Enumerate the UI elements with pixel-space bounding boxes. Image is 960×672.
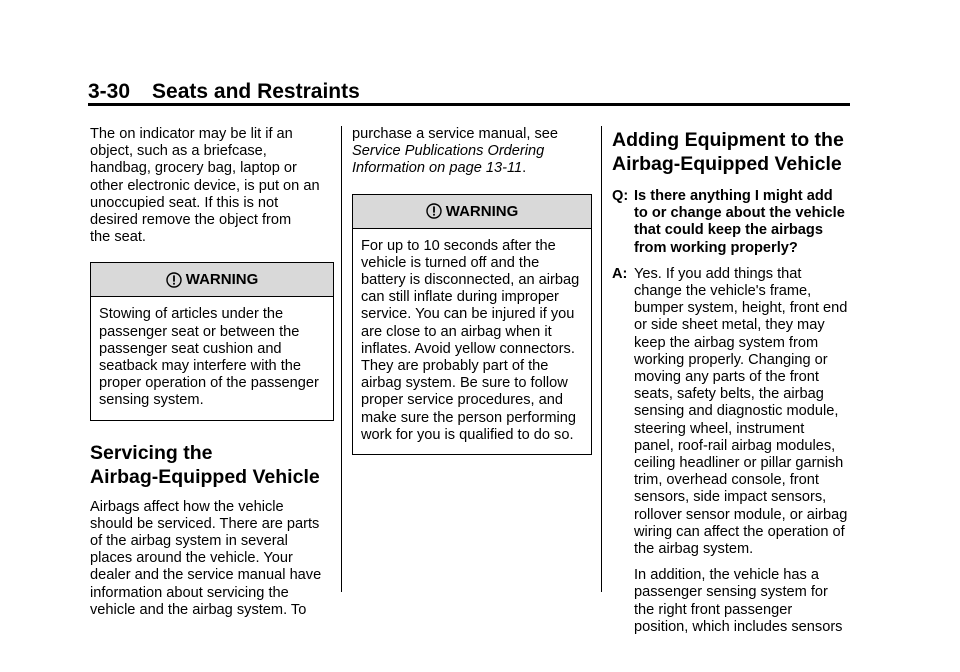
answer-text — [634, 266, 856, 636]
text-line: passenger seat or between the — [99, 323, 300, 340]
text-line: should be serviced. There are parts — [90, 515, 320, 532]
header-rule — [88, 103, 850, 106]
section-title — [90, 441, 334, 489]
text-line: proper operation of the passenger — [99, 375, 319, 392]
text-line: bumper system, height, front end — [634, 300, 848, 317]
text-line: keep the airbag system from — [634, 334, 819, 351]
text-line: wiring can affect the operation of — [634, 523, 845, 540]
text-line: Stowing of articles under the — [99, 306, 284, 323]
column-2 — [352, 126, 592, 455]
text-line: information about servicing the — [90, 584, 289, 601]
text-line: proper service procedures, and — [361, 392, 563, 409]
section-title — [612, 128, 856, 176]
text-line: trim, overhead console, front — [634, 472, 819, 489]
page-number: 3-30 — [88, 80, 131, 103]
spacer — [612, 257, 856, 266]
warning-body — [353, 229, 591, 454]
text-line: Airbags affect how the vehicle — [90, 498, 284, 515]
text-line: They are probably part of the — [361, 358, 549, 375]
text-line: desired remove the object from — [90, 212, 292, 229]
column-1 — [90, 126, 334, 619]
text-line: service. You can be injured if you — [361, 306, 575, 323]
warning-header — [353, 195, 591, 229]
text-line: places around the vehicle. Your — [90, 550, 293, 567]
text-line: passenger seat cushion and — [99, 340, 282, 357]
answer-label: A: — [612, 265, 628, 282]
text-line: Yes. If you add things that — [634, 265, 802, 282]
text-line: For up to 10 seconds after the — [361, 237, 556, 254]
text-line: moving any parts of the front — [634, 369, 819, 386]
body-paragraph — [90, 499, 334, 619]
text-line: sensors, side impact sensors, — [634, 489, 827, 506]
title-line: Airbag-Equipped Vehicle — [90, 465, 320, 488]
column-3 — [612, 126, 856, 636]
text-line: vehicle and the airbag system. To — [90, 601, 307, 618]
text-line: handbag, grocery bag, laptop or — [90, 160, 297, 177]
reference-link[interactable]: Information on page 13-11 — [352, 160, 523, 177]
text-line: to or change about the vehicle — [634, 205, 845, 222]
question-label: Q: — [612, 188, 629, 204]
page-header — [88, 80, 360, 104]
text-line: . — [522, 160, 527, 177]
warning-header — [91, 263, 333, 297]
question — [612, 188, 856, 257]
text-line: are close to an airbag when it — [361, 323, 552, 340]
title-line: Airbag-Equipped Vehicle — [612, 153, 842, 175]
question-text — [634, 188, 856, 257]
text-line: make sure the person performing — [361, 409, 576, 426]
text-line: the right front passenger — [634, 601, 793, 618]
text-line: or side sheet metal, they may — [634, 317, 825, 334]
text-line: inflates. Avoid yellow connectors. — [361, 340, 575, 357]
title-line: Adding Equipment to the — [612, 129, 844, 151]
warning-body — [91, 297, 333, 419]
text-line: In addition, the vehicle has a — [634, 567, 819, 584]
warning-box — [352, 194, 592, 455]
text-line: that could keep the airbags — [634, 222, 823, 239]
continued-paragraph — [352, 126, 592, 178]
spacer — [634, 558, 856, 567]
text-line: ceiling headliner or pillar garnish — [634, 455, 844, 472]
text-line: can still inflate during improper — [361, 289, 559, 306]
intro-paragraph — [90, 126, 334, 246]
text-line: battery is disconnected, an airbag — [361, 272, 580, 289]
warning-title: WARNING — [185, 271, 259, 289]
title-line: Servicing the — [90, 441, 213, 464]
text-line: sensing system. — [99, 392, 204, 409]
column-divider — [341, 126, 342, 592]
text-line: vehicle is turned off and the — [361, 254, 540, 271]
text-line: seats, safety belts, the airbag — [634, 386, 824, 403]
answer — [612, 266, 856, 636]
text-line: sensing and diagnostic module, — [634, 403, 839, 420]
text-line: rollover sensor module, or airbag — [634, 506, 848, 523]
text-line: the airbag system. — [634, 541, 754, 558]
text-line: change the vehicle's frame, — [634, 283, 812, 300]
text-line: airbag system. Be sure to follow — [361, 375, 568, 392]
text-line: the seat. — [90, 229, 146, 246]
section-name: Seats and Restraints — [152, 80, 360, 103]
text-line: of the airbag system in several — [90, 533, 288, 550]
text-line: from working properly? — [634, 239, 798, 256]
text-line: seatback may interfere with the — [99, 358, 301, 375]
text-line: Is there anything I might add — [634, 188, 833, 204]
text-line: work for you is qualified to do so. — [361, 426, 574, 443]
warning-icon — [426, 203, 442, 219]
text-line: panel, roof-rail airbag modules, — [634, 437, 836, 454]
column-divider — [601, 126, 602, 592]
text-line: position, which includes sensors — [634, 618, 843, 635]
text-line: The on indicator may be lit if an — [90, 126, 293, 142]
text-line: passenger sensing system for — [634, 584, 828, 601]
text-line: purchase a service manual, see — [352, 126, 559, 142]
text-line: working properly. Changing or — [634, 351, 828, 368]
text-line: other electronic device, is put on an — [90, 177, 320, 194]
text-line: steering wheel, instrument — [634, 420, 805, 437]
text-line: dealer and the service manual have — [90, 567, 322, 584]
warning-icon — [166, 272, 182, 288]
warning-box — [90, 262, 334, 420]
warning-title: WARNING — [445, 202, 519, 220]
text-line: unoccupied seat. If this is not — [90, 194, 279, 211]
text-line: object, such as a briefcase, — [90, 143, 267, 160]
reference-link[interactable]: Service Publications Ordering — [352, 143, 545, 160]
